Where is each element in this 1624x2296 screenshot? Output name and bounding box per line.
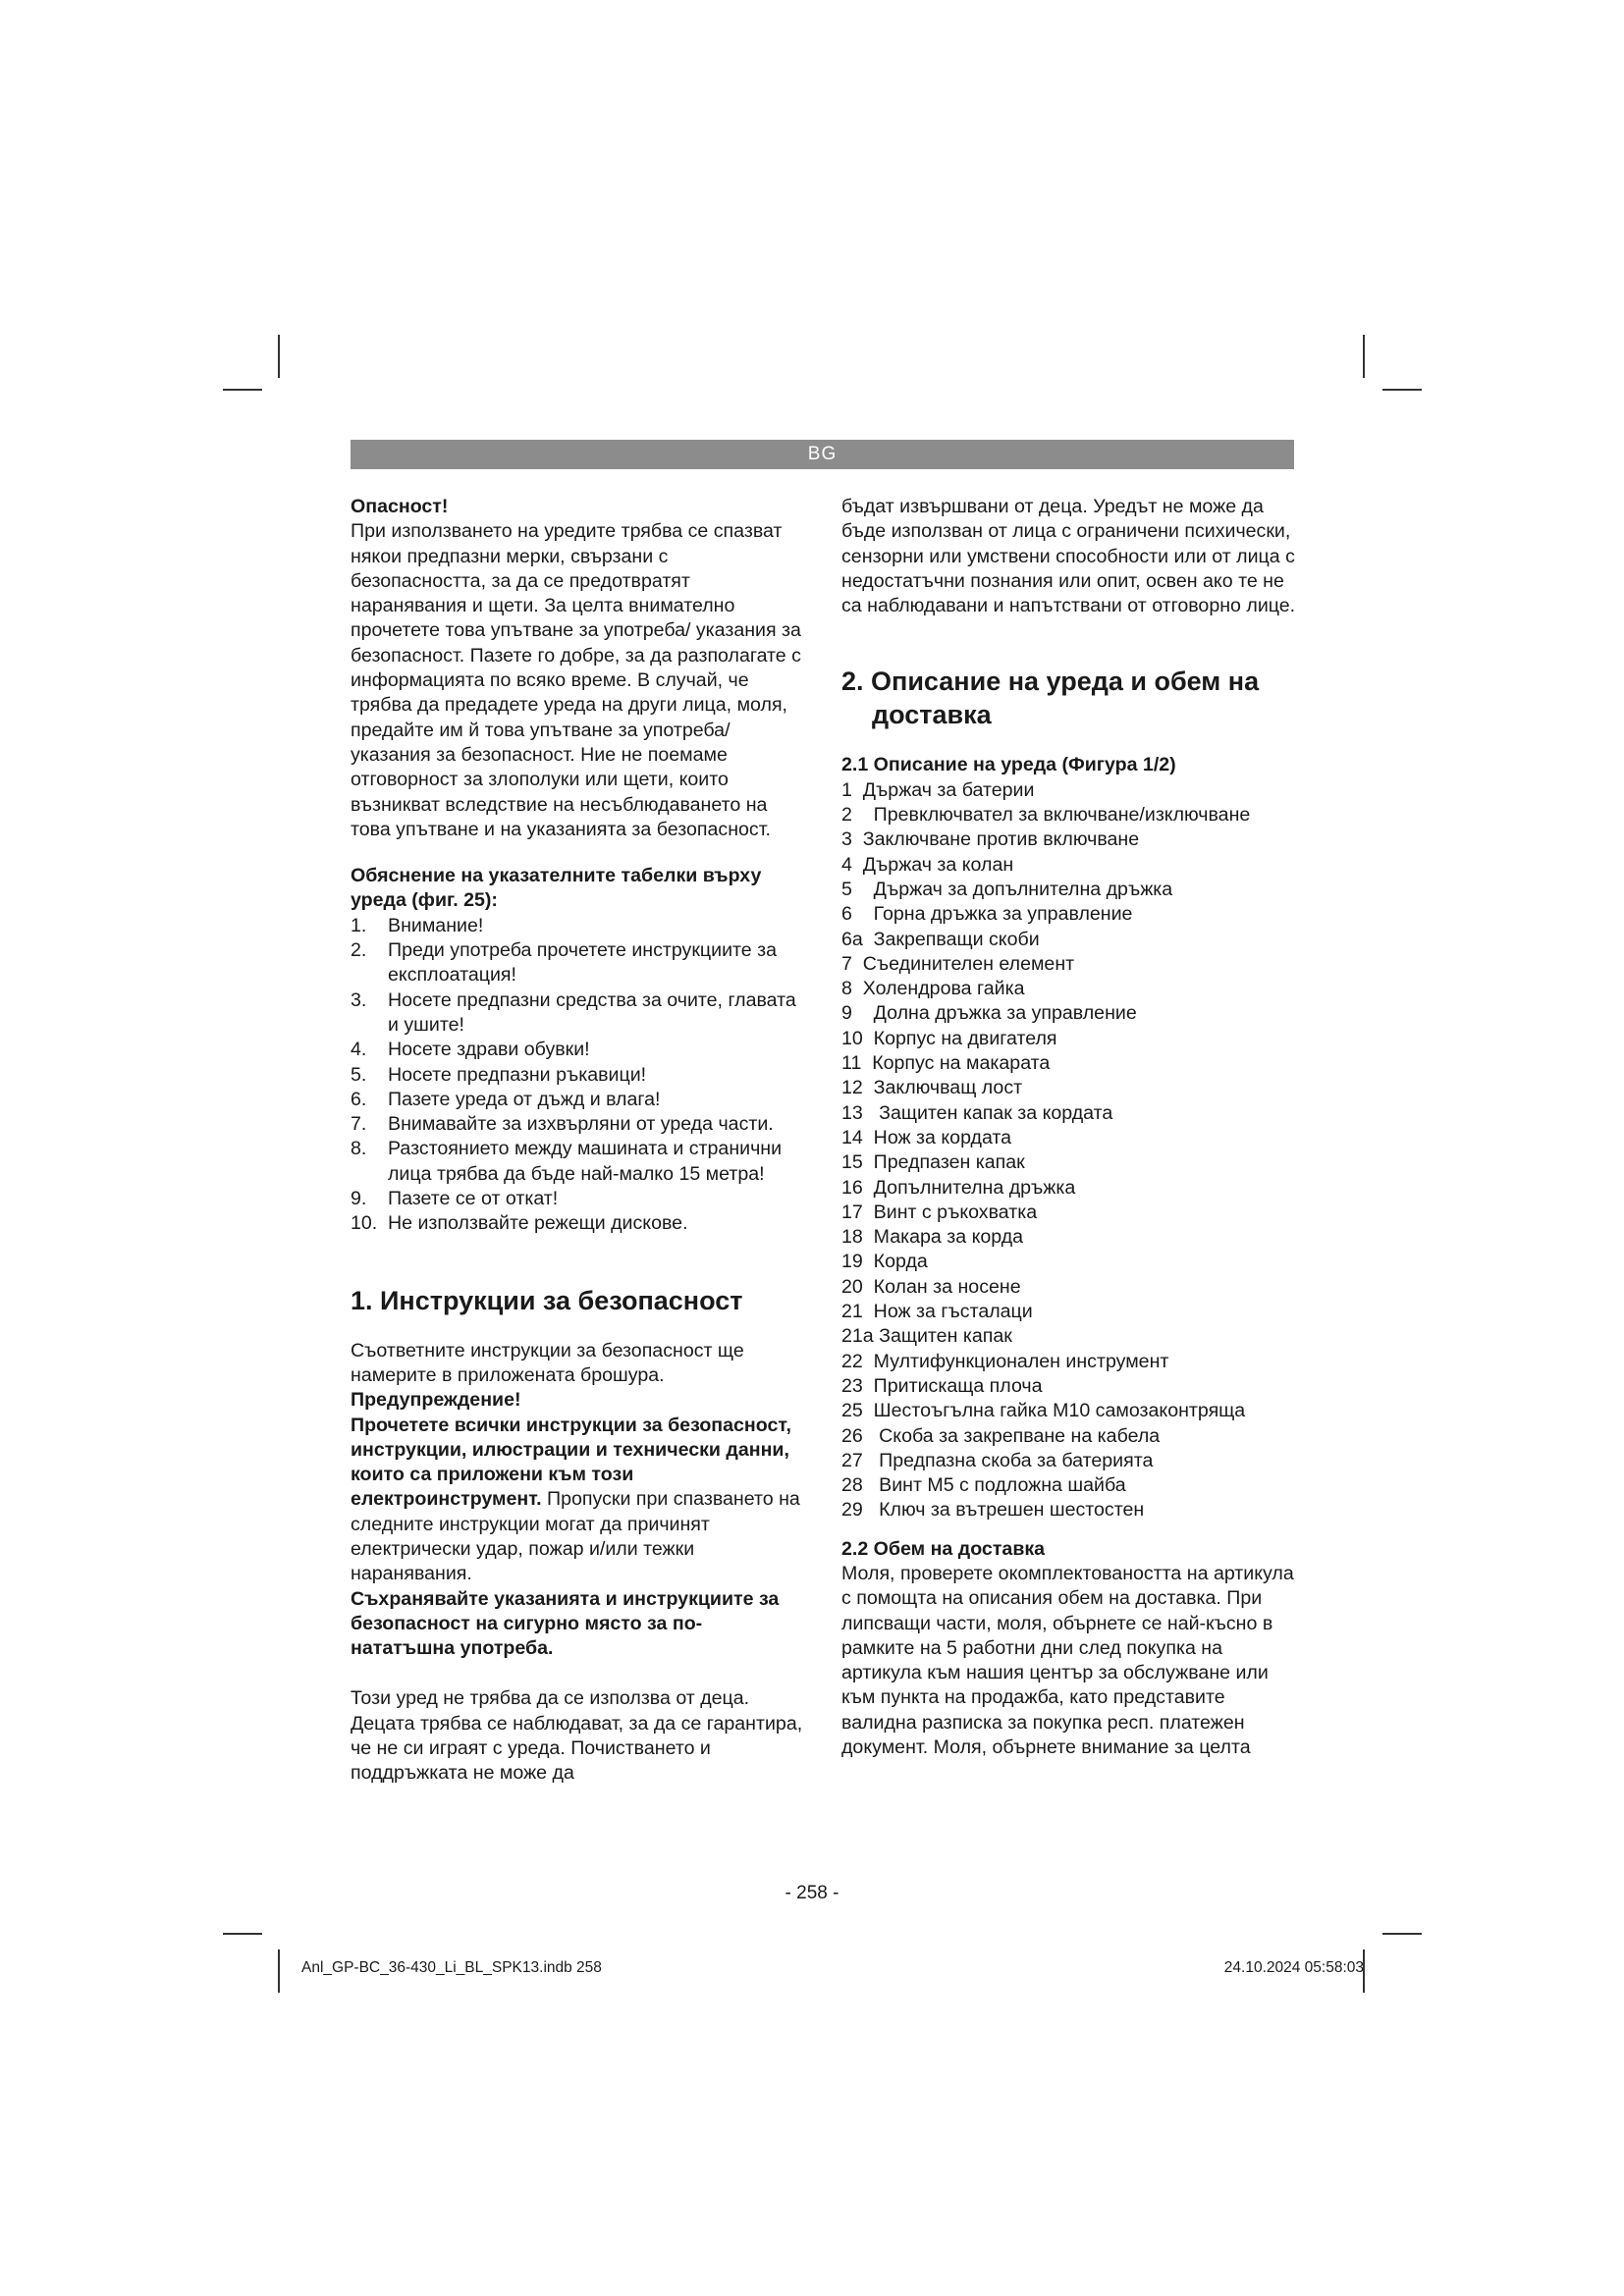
part-item: 22 Мултифункционален инструмент <box>841 1350 1169 1372</box>
crop-mark <box>1382 389 1422 391</box>
sign-item <box>351 1187 805 1211</box>
sign-number: 10. <box>351 1212 378 1235</box>
sign-item <box>351 1038 805 1062</box>
danger-title: Опасност! <box>351 496 449 517</box>
crop-mark <box>223 1933 262 1935</box>
section-1-intro: Съответните инструкции за безопасност ще намерите в приложената брошура. <box>351 1339 744 1386</box>
part-item: 20 Колан за носене <box>841 1275 1021 1298</box>
section-2-title: 2. Описание на уреда и обем на доставка <box>841 667 1260 730</box>
crop-mark <box>278 335 280 378</box>
sign-item <box>351 988 805 1039</box>
part-item: 26 Скоба за закрепване на кабела <box>841 1424 1161 1447</box>
sign-item <box>351 1112 805 1137</box>
part-item: 18 Макара за корда <box>841 1226 1024 1249</box>
left-column <box>351 495 805 1787</box>
part-item: 1 Държач за батерии <box>841 778 1035 801</box>
part-item: 12 Заключващ лост <box>841 1077 1023 1099</box>
sign-number: 2. <box>351 939 367 962</box>
part-item: 23 Притискаща плоча <box>841 1374 1043 1397</box>
crop-mark <box>1382 1933 1422 1935</box>
sign-number: 8. <box>351 1138 367 1160</box>
sign-number: 6. <box>351 1088 367 1110</box>
sign-number: 4. <box>351 1039 367 1061</box>
sign-text: Внимание! <box>388 914 484 936</box>
sign-item <box>351 1063 805 1088</box>
sign-text: Носете здрави обувки! <box>388 1039 590 1061</box>
section-2-2-text: Моля, проверете окомплектоваността на артикула с помощта на описания обем на доставка. При липсващи части, моля, обърнете се най-късно в рамките на 5 работни дни след покупка на артикула към нашия център за обслужване или към пункта на продажба, като представите валидна разписка за покупка респ. платежен документ. Моля, обърнете внимание за целта <box>841 1562 1294 1759</box>
part-item: 21 Нож за гъсталаци <box>841 1301 1033 1323</box>
sign-item <box>351 914 805 938</box>
part-item: 28 Винт M5 с подложна шайба <box>841 1474 1126 1497</box>
sign-text: Внимавайте за изхвърляни от уреда части. <box>388 1113 774 1136</box>
part-item: 27 Предпазна скоба за батерията <box>841 1449 1154 1471</box>
sign-text: Носете предпазни ръкавици! <box>388 1063 647 1086</box>
section-1-warning: Предупреждение! <box>351 1389 521 1412</box>
signs-title: Обяснение на указателните табелки върху уреда (фиг. 25): <box>351 865 762 912</box>
footer-file: Anl_GP-BC_36-430_Li_BL_SPK13.indb 258 <box>301 1959 602 1976</box>
sign-number: 1. <box>351 914 367 936</box>
sign-text: Пазете уреда от дъжд и влага! <box>388 1088 661 1110</box>
sign-item <box>351 938 805 988</box>
section-1-paragraph <box>351 1414 805 1587</box>
part-item: 25 Шестоъгълна гайка M10 самозаконтряща <box>841 1400 1246 1422</box>
part-item: 4 Държач за колан <box>841 853 1014 876</box>
section-1-keep: Съхранявайте указанията и инструкциите за безопасност на сигурно място за по-нататъшна употреба. <box>351 1587 780 1660</box>
crop-mark <box>223 389 262 391</box>
part-item: 2 Превключвател за включване/изключване <box>841 804 1251 827</box>
part-item: 6a Закрепващи скоби <box>841 928 1040 950</box>
section-2-2-title: 2.2 Обем на доставка <box>841 1537 1046 1560</box>
part-item: 21a Защитен капак <box>841 1325 1012 1348</box>
part-item: 5 Държач за допълнителна дръжка <box>841 878 1173 900</box>
sign-text: Носете предпазни средства за очите, главата и ушите! <box>388 988 796 1036</box>
part-item: 29 Ключ за вътрешен шестостен <box>841 1499 1145 1522</box>
danger-text: При използването на уредите трябва се спазват някои предпазни мерки, свързани с безопасността, за да се предотвратят наранявания и щети. За целта внимателно прочетете това упътване за употреба/ указания за безопасност. Пазете го добре, за да разполагате с информацията по всяко време. В случай, че трябва да предадете уреда на други лица, моля, предайте им й това упътване за употреба/указания за безопасност. Ние не поемаме отговорност за злополуки или щети, които възникват вследствие на несъблюдаването на това упътване и на указанията за безопасност. <box>351 520 801 840</box>
part-item: 14 Нож за кордата <box>841 1126 1012 1148</box>
sign-text: Преди употреба прочетете инструкциите за експлоатация! <box>388 939 777 987</box>
sign-number: 9. <box>351 1188 367 1210</box>
signs-list <box>351 914 805 1237</box>
page-number: - 258 - <box>785 1883 839 1903</box>
sign-text: Разстоянието между машината и странични лица трябва да бъде най-малко 15 метра! <box>388 1138 783 1185</box>
sign-item <box>351 1137 805 1187</box>
section-1-normal-text: Пропуски при спазването на следните инструкции могат да причинят електрически удар, пожар и/или тежки наранявания. <box>351 1488 800 1585</box>
part-item: 17 Винт с ръкохватка <box>841 1201 1038 1223</box>
part-item: 16 Допълнителна дръжка <box>841 1176 1076 1199</box>
crop-mark <box>278 1949 280 1993</box>
section-1-bold-text: Прочетете всички инструкции за безопасност, инструкции, илюстрации и технически данни, които са приложени към този електроинструмент. <box>351 1414 791 1511</box>
crop-mark <box>1363 335 1365 378</box>
section-2-1-title: 2.1 Описание на уреда (Фигура 1/2) <box>841 754 1176 776</box>
sign-item <box>351 1088 805 1112</box>
part-item: 6 Горна дръжка за управление <box>841 903 1133 926</box>
sign-text: Не използвайте режещи дискове. <box>388 1212 688 1235</box>
part-item: 3 Заключване против включване <box>841 828 1140 851</box>
part-item: 13 Защитен капак за кордата <box>841 1101 1113 1124</box>
continuation-text: бъдат извършвани от деца. Уредът не може да бъде използван от лица с ограничени психически, сензорни или умствени способности или от лица с недостатъчни познания или опит, освен ако те не са наблюдавани и напътствани от отговорно лице. <box>841 496 1296 617</box>
part-item: 10 Корпус на двигателя <box>841 1027 1057 1049</box>
sign-number: 3. <box>351 988 367 1011</box>
part-item: 9 Долна дръжка за управление <box>841 1002 1137 1025</box>
part-item: 11 Корпус на макарата <box>841 1052 1051 1075</box>
part-item: 8 Холендрова гайка <box>841 978 1025 1000</box>
part-item: 15 Предпазен капак <box>841 1151 1025 1174</box>
section-1-title: 1. Инструкции за безопасност <box>351 1285 743 1315</box>
footer-date: 24.10.2024 05:58:03 <box>1223 1959 1364 1976</box>
sign-number: 5. <box>351 1063 367 1086</box>
language-label: BG <box>807 444 838 464</box>
part-item: 7 Съединителен елемент <box>841 952 1075 975</box>
parts-list <box>841 778 1298 1523</box>
right-column <box>841 495 1298 1760</box>
sign-item <box>351 1211 805 1236</box>
sign-number: 7. <box>351 1113 367 1136</box>
language-header <box>351 440 1294 469</box>
children-text: Този уред не трябва да се използва от деца. Децата трябва се наблюдават, за да се гарантира, че не си играят с уреда. Почистването и поддръжката не може да <box>351 1687 803 1785</box>
part-item: 19 Корда <box>841 1251 928 1273</box>
sign-text: Пазете се от откат! <box>388 1188 559 1210</box>
